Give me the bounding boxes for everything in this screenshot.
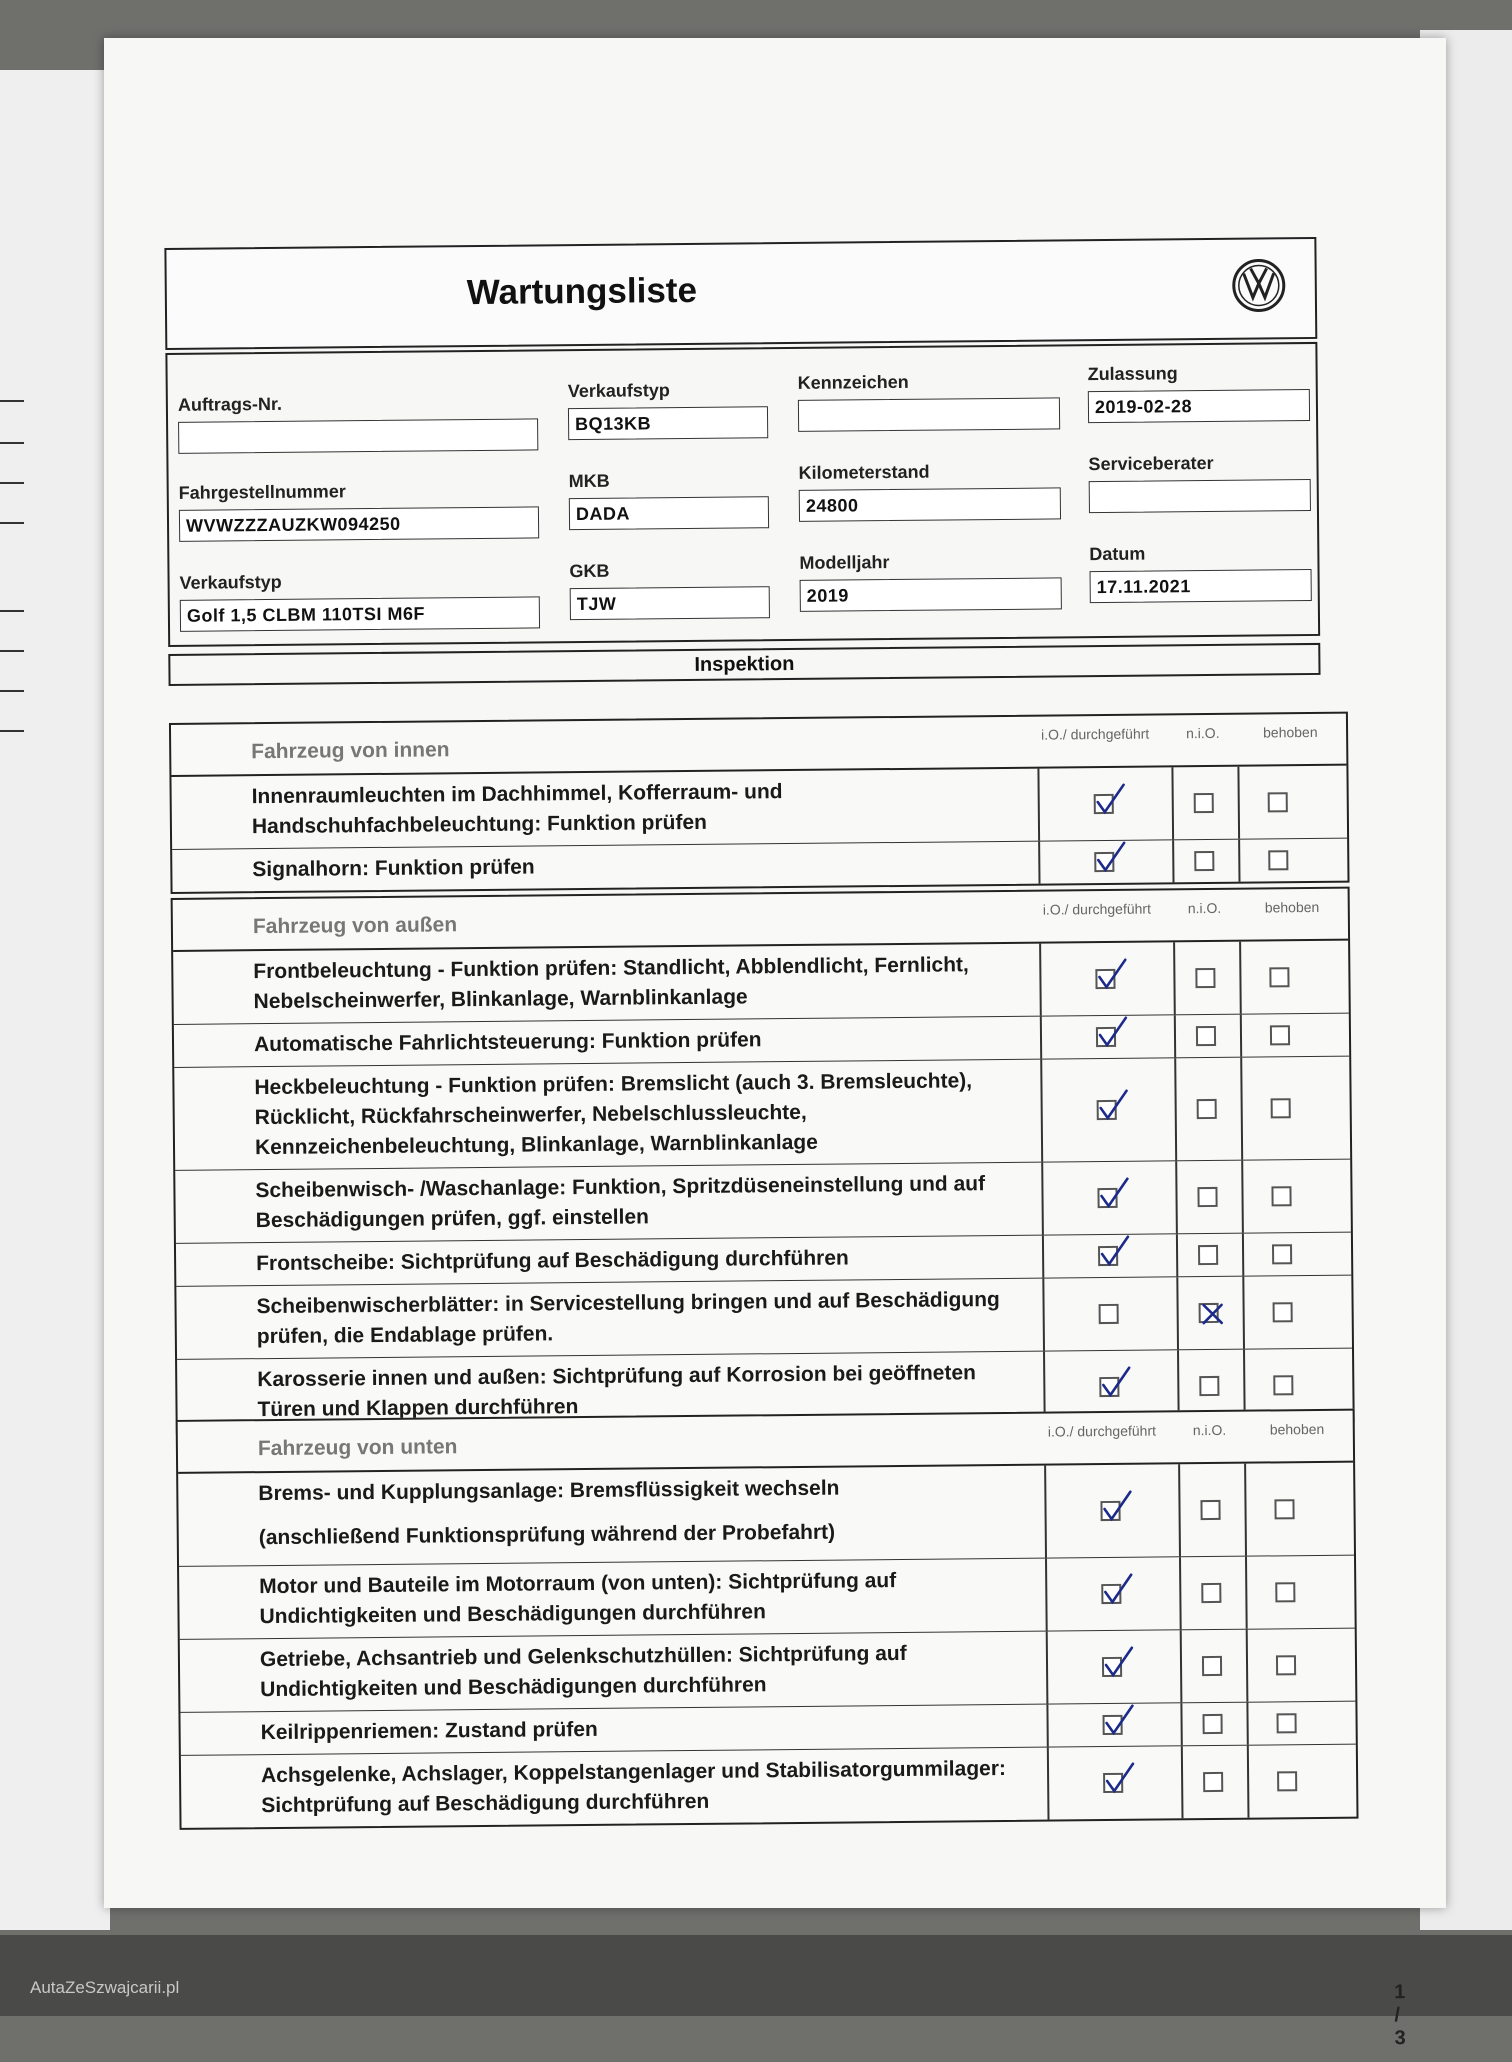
checkbox-behoben[interactable] [1275,1582,1295,1602]
checkbox-nio[interactable] [1197,1099,1217,1119]
section-2 [171,887,1355,1434]
checkbox-behoben[interactable] [1272,1244,1292,1264]
checklist-item-note: (anschließend Funktionsprüfung während der Probefahrt) [258,1520,836,1550]
checklist-row [180,1629,1356,1713]
checklist-row [174,1057,1350,1171]
checkbox-io[interactable] [1103,1773,1123,1793]
checkbox-nio[interactable] [1200,1500,1220,1520]
section-title: Fahrzeug von innen [251,738,450,764]
checkbox-behoben[interactable] [1274,1499,1294,1519]
checkbox-nio[interactable] [1194,851,1214,871]
checkbox-nio[interactable] [1202,1656,1222,1676]
checklist-item-text: Achsgelenke, Achslager, Koppelstangenlager und Stabilisatorgummilager: Sichtprüfung auf Beschädigung durchführen [260,1756,1007,1818]
vehicle-info-box [165,342,1320,647]
field-gkb: GKB TJW [569,559,770,620]
section-title: Fahrzeug von unten [257,1435,458,1461]
field-kilometerstand: Kilometerstand 24800 [798,460,1061,522]
checkbox-io[interactable] [1097,1188,1117,1208]
inspection-header: Inspektion [168,643,1320,686]
column-header-io: i.O./ durchgeführt [1042,900,1152,918]
checkbox-behoben[interactable] [1277,1771,1297,1791]
checklist-row [181,1745,1357,1828]
checklist-row [176,1276,1352,1360]
checklist-item-text: Scheibenwisch- /Waschanlage: Funktion, Spritzdüseneinstellung und auf Beschädigungen prüfen, ggf. einstellen [255,1172,986,1233]
checkbox-io[interactable] [1094,794,1114,814]
column-header-nio: n.i.O. [1192,1421,1227,1439]
checklist-item-text: Frontbeleuchtung - Funktion prüfen: Standlicht, Abblendlicht, Fernlicht, Nebelscheinwerfer, Blinkanlage, Warnblinkanlage [253,953,969,1014]
field-mkb: MKB DADA [569,469,770,530]
background-table-edge [0,1935,1512,2016]
checklist-item-text: Motor und Bauteile im Motorraum (von unten): Sichtprüfung auf Undichtigkeiten und Beschädigungen durchführen [259,1569,897,1629]
checkbox-io[interactable] [1100,1501,1120,1521]
maintenance-form [164,197,1406,2050]
checklist-item-text: Brems- und Kupplungsanlage: Bremsflüssigkeit wechseln [258,1476,840,1506]
vw-logo-icon [1231,257,1288,314]
checklist-row [178,1463,1354,1567]
checkbox-io[interactable] [1094,852,1114,872]
checkbox-io[interactable] [1099,1304,1119,1324]
watermark: AutaZeSzwajcarii.pl [30,1978,180,1997]
checkbox-behoben[interactable] [1270,1025,1290,1045]
checklist-item-text: Scheibenwischerblätter: in Servicestellung bringen und auf Beschädigung prüfen, die Endablage prüfen. [256,1288,1000,1349]
checklist-item-text: Getriebe, Achsantrieb und Gelenkschutzhüllen: Sichtprüfung auf Undichtigkeiten und Beschädigungen durchführen [259,1641,907,1702]
checkbox-behoben[interactable] [1269,967,1289,987]
checklist-row [171,766,1347,850]
checklist-row [173,941,1349,1025]
checklist-item-text: Keilrippenriemen: Zustand prüfen [260,1717,598,1745]
column-header-io: i.O./ durchgeführt [1047,1422,1157,1440]
checkbox-io[interactable] [1099,1377,1119,1397]
checkbox-behoben[interactable] [1273,1375,1293,1395]
checkbox-io[interactable] [1103,1715,1123,1735]
checklist-item-text: Automatische Fahrlichtsteuerung: Funktion prüfen [253,1028,762,1057]
field-serviceberater: Serviceberater [1088,452,1311,513]
checklist-item-text: Signalhorn: Funktion prüfen [252,855,535,882]
column-header-behoben: behoben [1264,898,1320,916]
checkbox-nio[interactable] [1203,1772,1223,1792]
checkbox-io[interactable] [1096,1027,1116,1047]
checkbox-nio[interactable] [1203,1714,1223,1734]
checkbox-nio[interactable] [1201,1583,1221,1603]
field-verkaufstyp: Verkaufstyp Golf 1,5 CLBM 110TSI M6F [180,569,541,631]
checkbox-behoben[interactable] [1276,1655,1296,1675]
column-header-io: i.O./ durchgeführt [1041,725,1150,743]
field-verkaufstyp-code: Verkaufstyp BQ13KB [568,379,769,440]
column-header-nio: n.i.O. [1186,724,1220,742]
checkbox-behoben[interactable] [1271,1098,1291,1118]
checkbox-behoben[interactable] [1273,1302,1293,1322]
column-header-behoben: behoben [1263,723,1318,741]
checkbox-io[interactable] [1095,969,1115,989]
checkbox-io[interactable] [1101,1584,1121,1604]
field-auftrags-nr: Auftrags-Nr. [178,391,539,453]
checkbox-nio[interactable] [1199,1376,1219,1396]
checkbox-behoben[interactable] [1268,850,1288,870]
checkbox-behoben[interactable] [1277,1713,1297,1733]
field-modelljahr: Modelljahr 2019 [799,550,1062,612]
checkbox-behoben[interactable] [1271,1186,1291,1206]
checklist-item-text: Heckbeleuchtung - Funktion prüfen: Bremslicht (auch 3. Bremsleuchte), Rücklicht, Rückfahrscheinwerfer, Nebelschlussleuchte, Kennzeichenbeleuchtung, Blinkanlage, Warnblinkanlage [254,1069,973,1160]
checkbox-nio[interactable] [1196,1026,1216,1046]
checkbox-nio[interactable] [1199,1303,1219,1323]
checkbox-nio[interactable] [1195,968,1215,988]
checkbox-io[interactable] [1098,1246,1118,1266]
checklist-row [175,1160,1351,1244]
field-fahrgestellnummer: Fahrgestellnummer WVWZZZAUZKW094250 [179,479,540,541]
checklist-row [179,1556,1355,1640]
checkbox-behoben[interactable] [1268,792,1288,812]
document-title: Wartungsliste [466,270,698,313]
column-header-nio: n.i.O. [1187,899,1222,917]
checkbox-nio[interactable] [1197,1187,1217,1207]
column-header-behoben: behoben [1269,1420,1325,1438]
checkbox-nio[interactable] [1194,793,1214,813]
section-title: Fahrzeug von außen [252,913,458,939]
checkbox-nio[interactable] [1198,1245,1218,1265]
page-number: 1 / 3 [1394,1981,1406,2050]
checklist-item-text: Karosserie innen und außen: Sichtprüfung auf Korrosion bei geöffneten Türen und Klappen durchführen [257,1361,977,1422]
section-3 [176,1409,1359,1830]
field-kennzeichen: Kennzeichen [798,370,1061,432]
field-zulassung: Zulassung 2019-02-28 [1088,362,1311,423]
section-1 [169,712,1350,894]
checklist-item-text: Frontscheibe: Sichtprüfung auf Beschädigung durchführen [256,1246,849,1276]
title-box [164,237,1317,350]
checkbox-io[interactable] [1097,1100,1117,1120]
checkbox-io[interactable] [1102,1657,1122,1677]
field-datum: Datum 17.11.2021 [1089,542,1312,603]
background-left-sheet [0,70,110,1930]
checklist-item-text: Innenraumleuchten im Dachhimmel, Kofferraum- und Handschuhfachbeleuchtung: Funktion prüfen [251,780,783,839]
